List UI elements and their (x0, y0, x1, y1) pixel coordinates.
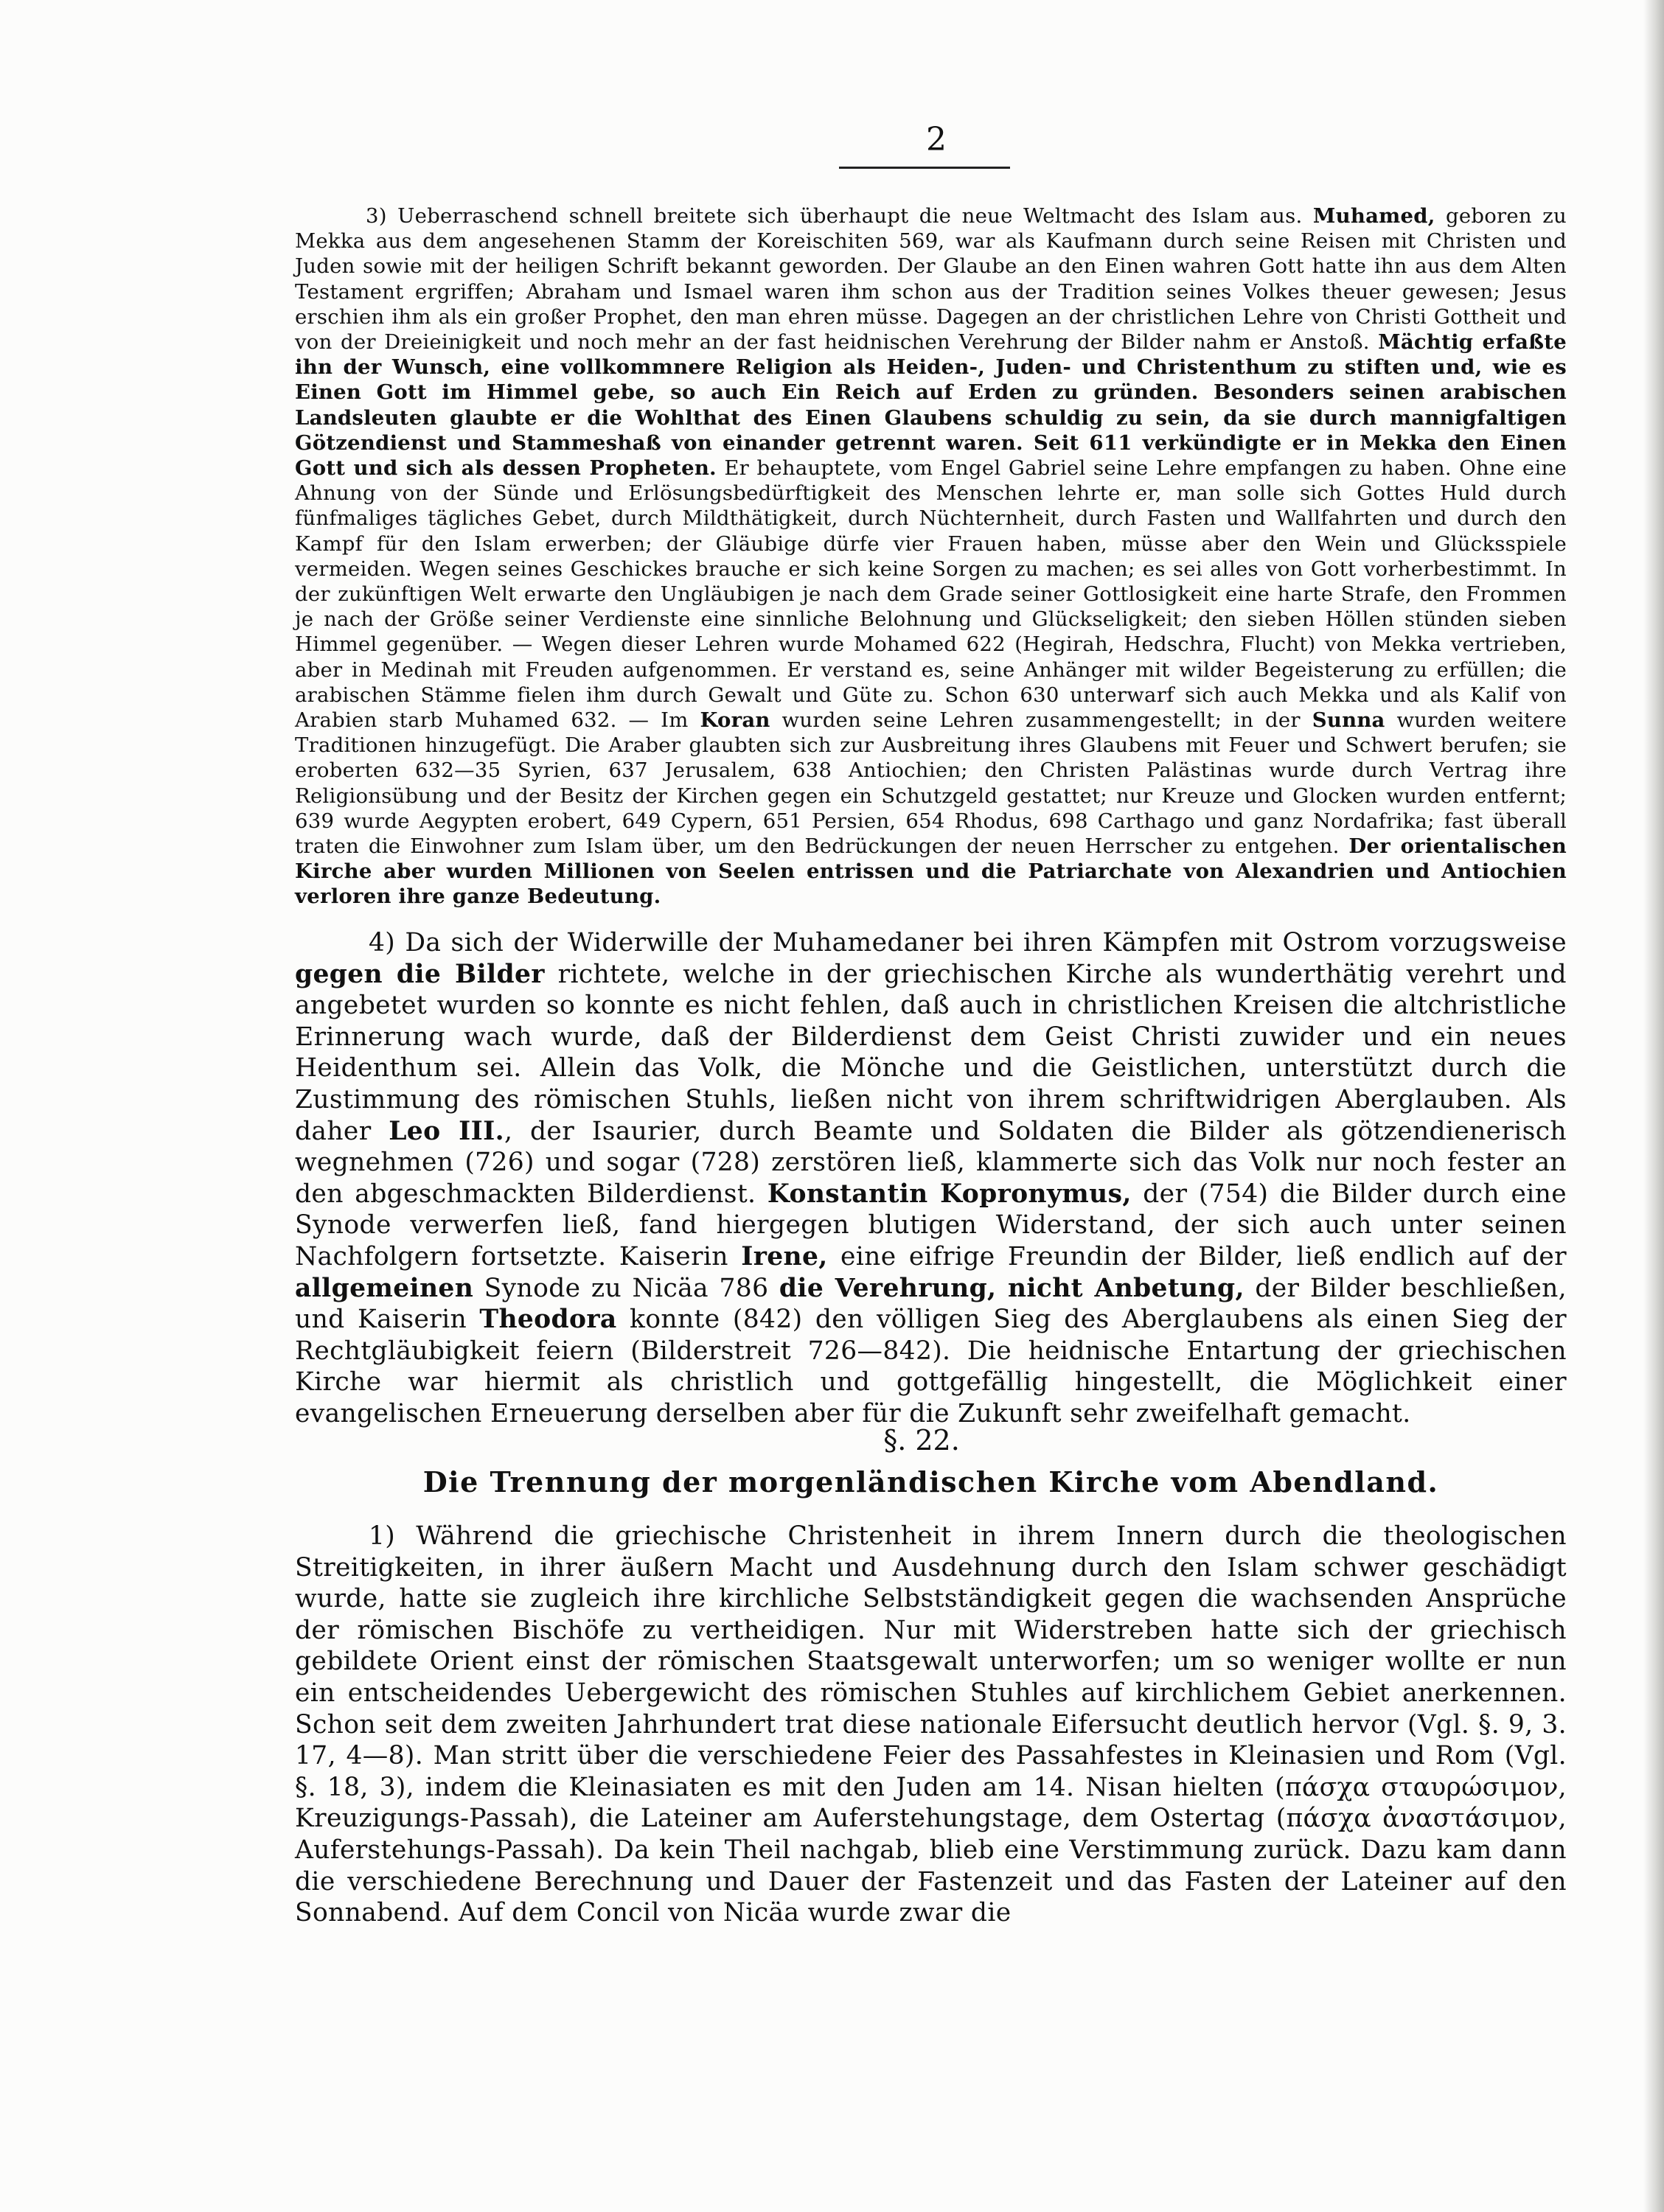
paragraph-4-text (295, 928, 1567, 1428)
body-text: richtete, welche in der griechischen Kirche als wunderthätig verehrt und angebetet wurden so konnte es nicht fehlen, daß auch in christlichen Kreisen die altchristliche Erinnerung wach wurde, daß der Bilderdienst dem Geist Christi zuwider und ein neues Heidenthum sei. Allein das Volk, die Mönche und die Geistlichen, unterstützt durch die Zustimmung des römischen Stuhls, ließen nicht von ihrem schriftwidrigen Aberglauben. Als daher (295, 959, 1567, 1146)
emphasized-text: Koran (700, 708, 770, 733)
emphasized-text: Der orientalischen Kirche aber wurden Millionen von Seelen entrissen und die Patriarchate von Alexandrien und Antiochien verloren ihre ganze Bedeutung. (295, 834, 1567, 909)
body-text: eine eifrige Freundin der Bilder, ließ endlich auf der (827, 1241, 1567, 1271)
emphasized-text: die Verehrung, nicht Anbetung, (779, 1273, 1244, 1303)
paragraph-4 (295, 927, 1567, 1430)
paragraph-3-text (295, 204, 1567, 908)
page-number: 2 (926, 121, 947, 158)
header-rule (839, 167, 1010, 169)
emphasized-text: Leo III. (389, 1116, 505, 1146)
body-text: Synode zu Nicäa 786 (473, 1273, 779, 1303)
emphasized-text: allgemeinen (295, 1273, 474, 1303)
emphasized-text: gegen die Bilder (295, 959, 545, 989)
body-text: geboren zu Mekka aus dem angesehenen Stamm der Koreischiten 569, war als Kaufmann durch seine Reisen mit Christen und Juden sowie mit der heiligen Schrift bekannt geworden. Der Glaube an den Einen wahren Gott hatte ihn aus dem Alten Testament ergriffen; Abraham und Ismael waren ihm schon aus der Tradition seines Volkes theuer gewesen; Jesus erschien ihm als ein großer Prophet, den man ehren müsse. Dagegen an der christlichen Lehre von Christi Gottheit und von der Dreieinigkeit und noch mehr an der fast heidnischen Verehrung der Bilder nahm er Anstoß. (295, 204, 1567, 355)
emphasized-text: Irene, (741, 1241, 828, 1271)
emphasized-text: Mächtig erfaßte ihn der Wunsch, eine vollkommnere Religion als Heiden-, Juden- und Christenthum zu stiften und, wie es Einen Gott im Himmel gebe, so auch Ein Reich auf Erden zu gründen. Besonders seinen arabischen Landsleuten glaubte er die Wohlthat des Einen Glaubens schuldig zu sein, da sie durch mannigfaltigen Götzendienst und Stammeshaß von einander getrennt waren. Seit 611 verkündigte er in Mekka den Einen Gott und sich als dessen Propheten. (295, 330, 1567, 481)
body-text: konnte (842) den völligen Sieg des Aberglaubens als einen Sieg der Rechtgläubigkeit feiern (Bilderstreit 726—842). Die heidnische Entartung der griechischen Kirche war hiermit als christlich und gottgefällig hingestellt, die Möglichkeit einer evangelischen Erneuerung derselben aber für die Zukunft sehr zweifelhaft gemacht. (295, 1305, 1567, 1428)
page-binding-edge (1643, 0, 1664, 2212)
emphasized-text: Sunna (1312, 708, 1385, 733)
body-text: Er behauptete, vom Engel Gabriel seine Lehre empfangen zu haben. Ohne eine Ahnung von der Sünde und Erlösungsbedürftigkeit des Menschen lehrte er, man solle sich Gottes Huld durch fünfmaliges tägliches Gebet, durch Mildthätigkeit, durch Nüchternheit, durch Fasten und Wallfahrten und durch den Kampf für den Islam erwerben; der Gläubige dürfe vier Frauen haben, müsse aber den Wein und Glücksspiele vermeiden. Wegen seines Geschickes brauche er sich keine Sorgen zu machen; es sei alles von Gott vorherbestimmt. In der zukünftigen Welt erwarte den Ungläubigen je nach dem Grade seiner Gottlosigkeit eine harte Strafe, den Frommen je nach der Größe seiner Verdienste eine sinnliche Belohnung und Glückseligkeit; den sieben Höllen stünden sieben Himmel gegenüber. — Wegen dieser Lehren wurde Mohamed 622 (Hegirah, Hedschra, Flucht) von Mekka vertrieben, aber in Medinah mit Freuden aufgenommen. Er verstand es, seine Anhänger mit wilder Begeisterung zu erfüllen; die arabischen Stämme fielen ihm durch Gewalt und Güte zu. Schon 630 unterwarf sich auch Mekka und als Kalif von Arabien starb Muhamed 632. — Im (295, 456, 1567, 733)
section-number: §. 22. (883, 1424, 960, 1456)
body-text: , der Isaurier, durch Beamte und Soldaten die Bilder als götzendienerisch wegnehmen (726) und sogar (728) zerstören ließ, klammerte sich das Volk nur noch fester an den abgeschmackten Bilderdienst. (295, 1116, 1567, 1209)
body-text: 3) Ueberraschend schnell breitete sich überhaupt die neue Weltmacht des Islam aus. (366, 204, 1313, 228)
body-text: 4) Da sich der Widerwille der Muhamedaner bei ihren Kämpfen mit Ostrom vorzugsweise (369, 928, 1567, 957)
body-text: wurden weitere Traditionen hinzugefügt. Die Araber glaubten sich zur Ausbreitung ihres Glaubens mit Feuer und Schwert berufen; sie eroberten 632—35 Syrien, 637 Jerusalem, 638 Antiochien; den Christen Palästinas wurde durch Vertrag ihre Religionsübung und der Besitz der Kirchen gegen ein Schutzgeld gestattet; nur Kreuze und Glocken wurden entfernt; 639 wurde Aegypten erobert, 649 Cypern, 651 Persien, 654 Rhodus, 698 Carthago und ganz Nordafrika; fast überall traten die Einwohner zum Islam über, um den Bedrückungen der neuen Herrscher zu entgehen. (295, 708, 1567, 859)
body-text: der (754) die Bilder durch eine Synode verwerfen ließ, fand hiergegen blutigen Widerstand, der sich auch unter seinen Nachfolgern fortsetzte. Kaiserin (295, 1179, 1567, 1271)
body-text: der Bilder beschließen, und Kaiserin (295, 1273, 1567, 1335)
paragraph-3 (295, 203, 1567, 910)
body-text: 1) Während die griechische Christenheit in ihrem Innern durch die theologischen Streitigkeiten, in ihrer äußern Macht und Ausdehnung durch den Islam schwer geschädigt wurde, hatte sie zugleich ihre kirchliche Selbstständigkeit gegen die wachsenden Ansprüche der römischen Bischöfe zu vertheidigen. Nur mit Widerstreben hatte sich der griechisch gebildete Orient einst der römischen Staatsgewalt unterworfen; um so weniger wollte er nun ein entscheidendes Uebergewicht des römischen Stuhles auf kirchlichem Gebiet anerkennen. Schon seit dem zweiten Jahrhundert trat diese nationale Eifersucht deutlich hervor (Vgl. §. 9, 3. 17, 4—8). Man stritt über die verschiedene Feier des Passahfestes in Kleinasien und Rom (Vgl. §. 18, 3), indem die Kleinasiaten es mit den Juden am 14. Nisan hielten (πάσχα σταυρώσιμον, Kreuzigungs-Passah), die Lateiner am Auferstehungstage, dem Ostertag (πάσχα ἀναστάσιμον, Auferstehungs-Passah). Da kein Theil nachgab, blieb eine Verstimmung zurück. Dazu kam dann die verschiedene Berechnung und Dauer der Fastenzeit und das Fasten der Lateiner auf den Sonnabend. Auf dem Concil von Nicäa wurde zwar die (295, 1521, 1567, 1928)
emphasized-text: Konstantin Kopronymus, (767, 1179, 1132, 1209)
emphasized-text: Theodora (479, 1305, 617, 1335)
section-22-paragraph-1-text (295, 1521, 1567, 1927)
section-title: Die Trennung der morgenländischen Kirche vom Abendland. (422, 1465, 1439, 1498)
emphasized-text: Muhamed, (1312, 204, 1435, 228)
body-text: wurden seine Lehren zusammengestellt; in der (770, 708, 1312, 733)
section-22-paragraph-1 (295, 1521, 1567, 1929)
